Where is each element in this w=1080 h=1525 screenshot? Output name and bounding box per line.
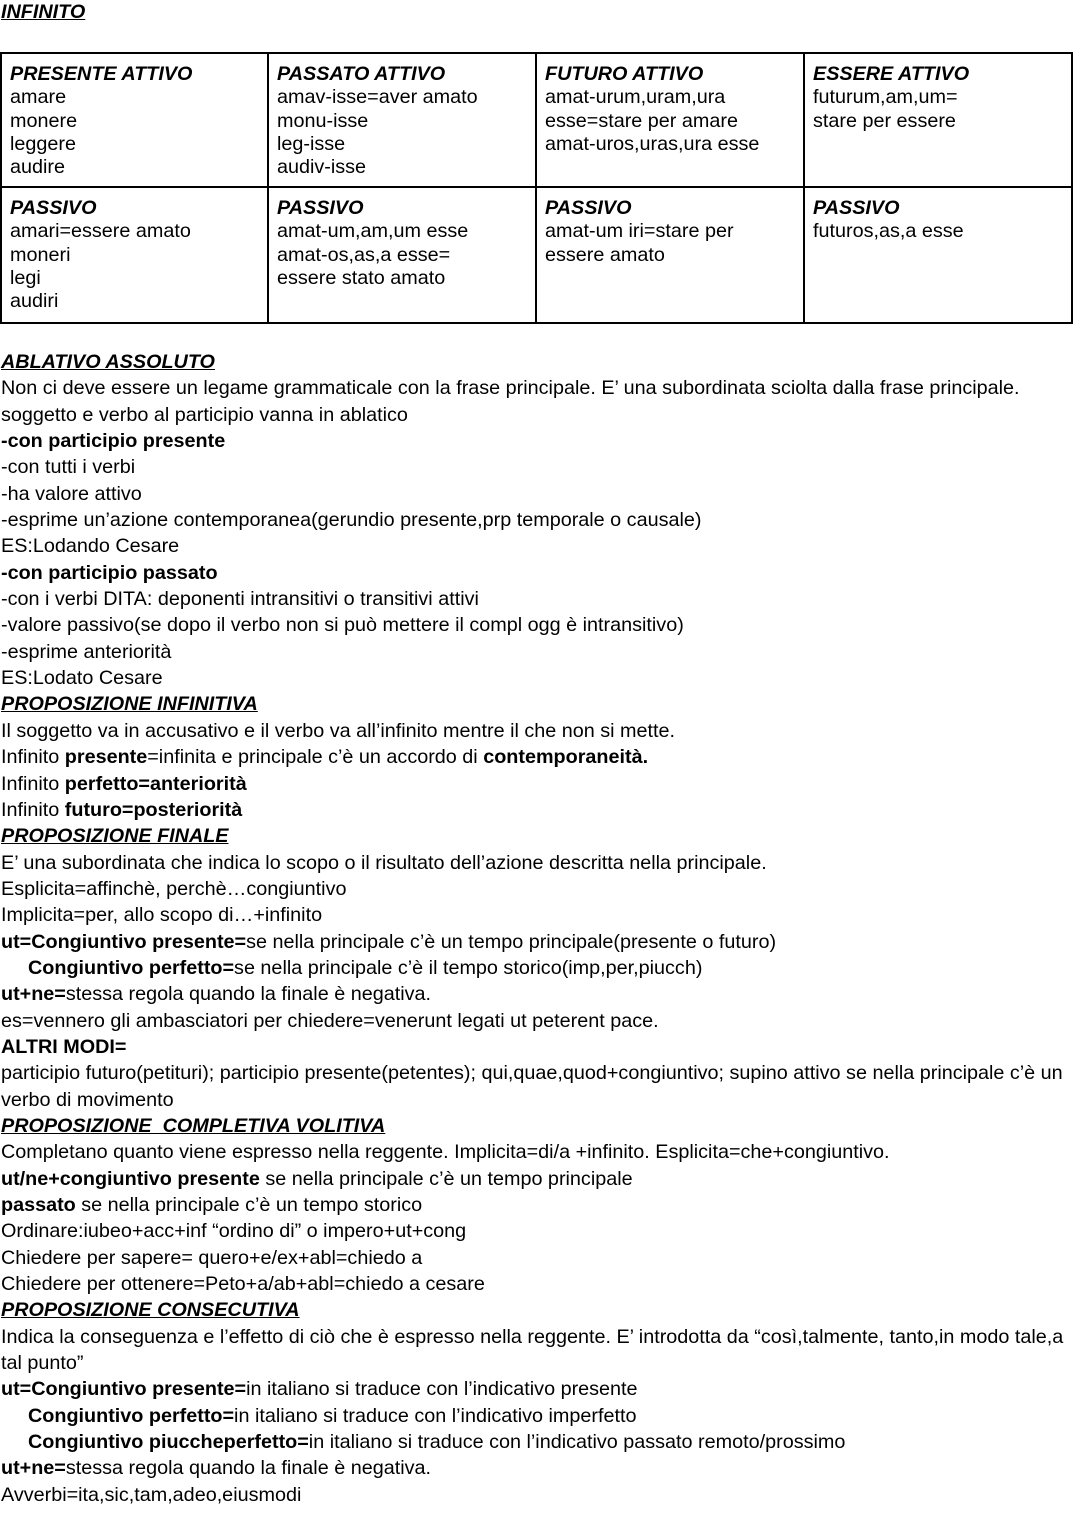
text-line: Implicita=per, allo scopo di…+infinito [1, 904, 323, 927]
bold-text: -con participio presente [1, 430, 226, 453]
bullet-line: -esprime un’azione contemporanea(gerundio presente,prp temporale o causale) [1, 509, 702, 532]
cell-line: amat-urum,uram,ura [545, 86, 726, 109]
bold-text: Congiuntivo perfetto= [28, 956, 235, 979]
rule-line-passato [1, 1192, 1077, 1218]
cell-line: audire [10, 156, 65, 179]
cell-line: futurum,am,um= [813, 86, 958, 109]
text-line: Ordinare:iubeo+acc+inf “ordino di” o impero+ut+cong [1, 1220, 467, 1243]
bold-text: passato [1, 1194, 76, 1216]
document-title: INFINITO [1, 1, 86, 23]
bold-text: presente [64, 746, 148, 769]
plain-text: stessa regola quando la finale è negativa. [65, 983, 431, 1006]
cell-header: PASSIVO [277, 197, 364, 219]
cell-line: leg-isse [277, 132, 346, 155]
table-cell-presente-passivo [2, 188, 269, 324]
subheading-altri-modi [1, 1034, 1077, 1060]
cell-line: amat-um,am,um esse [277, 220, 469, 243]
rule-line-negativa [1, 1455, 1077, 1481]
text-line: Il soggetto va in accusativo e il verbo va all’infinito mentre il che non si mette. [1, 719, 676, 742]
plain-text: Infinito [1, 746, 65, 769]
bold-text: Congiuntivo perfetto= [28, 1404, 235, 1427]
cell-line: audiv-isse [277, 156, 367, 179]
example-line: ES:Lodato Cesare [1, 667, 163, 690]
plain-text: Infinito [1, 798, 65, 821]
table-cell-essere-passivo [805, 188, 1073, 324]
section-title-completiva-volitiva: PROPOSIZIONE COMPLETIVA VOLITIVA [1, 1114, 386, 1137]
cell-line: amat-um iri=stare per [545, 220, 734, 243]
cell-line: audiri [10, 290, 59, 313]
bold-text: contemporaneità. [483, 746, 649, 769]
plain-text: in italiano si traduce con l’indicativo presente [246, 1378, 638, 1401]
table-cell-futuro-attivo [537, 54, 805, 188]
rule-line-negativa [1, 981, 1077, 1007]
rule-line-presente [1, 744, 1077, 770]
infinito-table [0, 52, 1073, 324]
example-line: es=vennero gli ambasciatori per chiedere=venerunt legati ut peterent pace. [1, 1009, 659, 1032]
section-title-consecutiva: PROPOSIZIONE CONSECUTIVA [1, 1299, 300, 1322]
plain-text: in italiano si traduce con l’indicativo imperfetto [234, 1404, 637, 1427]
subheading-participio-passato [1, 560, 1077, 586]
bold-text: ut+ne= [1, 983, 66, 1006]
cell-header: PRESENTE ATTIVO [10, 63, 193, 85]
cell-line: stare per essere [813, 109, 956, 132]
plain-text: in italiano si traduce con l’indicativo passato remoto/prossimo [308, 1431, 846, 1454]
bullet-line: -esprime anteriorità [1, 640, 172, 663]
bullet-line: -valore passivo(se dopo il verbo non si può mettere il compl ogg è intransitivo) [1, 614, 684, 637]
paragraph-altri-modi: participio futuro(petituri); participio presente(petentes); qui,quae,quod+congiuntivo; supino attivo se nella principale c’è un verbo di movimento [1, 1062, 1069, 1111]
rule-line-perfetto [1, 955, 1077, 981]
plain-text: stessa regola quando la finale è negativa. [65, 1457, 431, 1480]
rule-line-presente [1, 1376, 1077, 1402]
plain-text: =infinita e principale c’è un accordo di [147, 746, 484, 769]
bold-text: ut/ne+congiuntivo presente [1, 1167, 260, 1190]
table-cell-futuro-passivo [537, 188, 805, 324]
text-line: Esplicita=affinchè, perchè…congiuntivo [1, 877, 347, 900]
cell-header: PASSIVO [545, 197, 632, 219]
bullet-line: -con tutti i verbi [1, 456, 136, 479]
notes-body [1, 349, 1077, 1508]
text-line: Chiedere per sapere= quero+e/ex+abl=chiedo a [1, 1246, 423, 1269]
cell-line: moneri [10, 243, 71, 266]
cell-line: amari=essere amato [10, 220, 191, 243]
text-line: soggetto e verbo al participio vanna in ablatico [1, 403, 408, 426]
section-title-finale: PROPOSIZIONE FINALE [1, 825, 229, 848]
cell-line: leggere [10, 132, 76, 155]
rule-line-presente [1, 929, 1077, 955]
plain-text: se nella principale c’è un tempo principale(presente o futuro) [246, 930, 777, 953]
rule-line-perfetto [1, 1403, 1077, 1429]
example-line: ES:Lodando Cesare [1, 535, 180, 558]
cell-header: ESSERE ATTIVO [813, 63, 970, 85]
text-line: Completano quanto viene espresso nella reggente. Implicita=di/a +infinito. Esplicita=che+congiuntivo. [1, 1141, 890, 1164]
plain-text: se nella principale c’è il tempo storico(imp,per,piucch) [234, 956, 703, 979]
bold-text: ALTRI MODI= [1, 1035, 127, 1058]
text-line: E’ una subordinata che indica lo scopo o il risultato dell’azione descritta nella principale. [1, 851, 767, 874]
bold-text: -con participio passato [1, 561, 218, 584]
cell-line: monere [10, 109, 78, 132]
cell-header: FUTURO ATTIVO [545, 63, 704, 85]
text-line: Chiedere per ottenere=Peto+a/ab+abl=chiedo a cesare [1, 1273, 485, 1296]
subheading-participio-presente [1, 428, 1077, 454]
rule-line-perfetto [1, 771, 1077, 797]
section-title-infinitiva: PROPOSIZIONE INFINITIVA [1, 693, 258, 716]
table-cell-passato-attivo [269, 54, 537, 188]
section-title-ablativo-assoluto: ABLATIVO ASSOLUTO [1, 351, 215, 373]
bold-text: perfetto=anteriorità [64, 772, 247, 795]
cell-line: essere stato amato [277, 266, 446, 289]
bold-text: Congiuntivo piuccheperfetto= [28, 1431, 309, 1454]
cell-header: PASSIVO [813, 197, 900, 219]
cell-line: amare [10, 86, 67, 109]
cell-line: legi [10, 266, 41, 289]
bold-text: ut=Congiuntivo presente= [1, 1378, 247, 1401]
cell-line: amat-uros,uras,ura esse [545, 132, 760, 155]
rule-line-piuccheperfetto [1, 1429, 1077, 1455]
bullet-line: -ha valore attivo [1, 482, 142, 505]
cell-line: futuros,as,a esse [813, 220, 964, 243]
cell-line: amat-os,as,a esse= [277, 243, 451, 266]
plain-text: Infinito [1, 772, 65, 795]
text-line: Non ci deve essere un legame grammaticale con la frase principale. E’ una subordinata sciolta dalla frase principale. [1, 377, 1020, 400]
cell-line: monu-isse [277, 109, 369, 132]
bold-text: ut=Congiuntivo presente= [1, 930, 247, 953]
table-cell-passato-passivo [269, 188, 537, 324]
text-line: Avverbi=ita,sic,tam,adeo,eiusmodi [1, 1483, 302, 1506]
table-cell-presente-attivo [2, 54, 269, 188]
cell-header: PASSATO ATTIVO [277, 63, 446, 85]
table-cell-essere-attivo [805, 54, 1073, 188]
cell-header: PASSIVO [10, 197, 97, 219]
plain-text: se nella principale c’è un tempo storico [75, 1194, 423, 1216]
cell-line: esse=stare per amare [545, 109, 738, 132]
bold-text: futuro=posteriorità [64, 798, 243, 821]
rule-line-futuro [1, 797, 1077, 823]
paragraph-consecutiva-definition: Indica la conseguenza e l’effetto di ciò che è espresso nella reggente. E’ introdotta da “così,talmente, tanto,in modo tale,a tal punto” [1, 1325, 1069, 1375]
rule-line-presente [1, 1166, 1077, 1192]
plain-text: se nella principale c’è un tempo principale [259, 1167, 633, 1190]
bold-text: ut+ne= [1, 1457, 66, 1480]
cell-line: essere amato [545, 243, 665, 266]
bullet-line: -con i verbi DITA: deponenti intransitivi o transitivi attivi [1, 588, 479, 611]
cell-line: amav-isse=aver amato [277, 86, 478, 109]
